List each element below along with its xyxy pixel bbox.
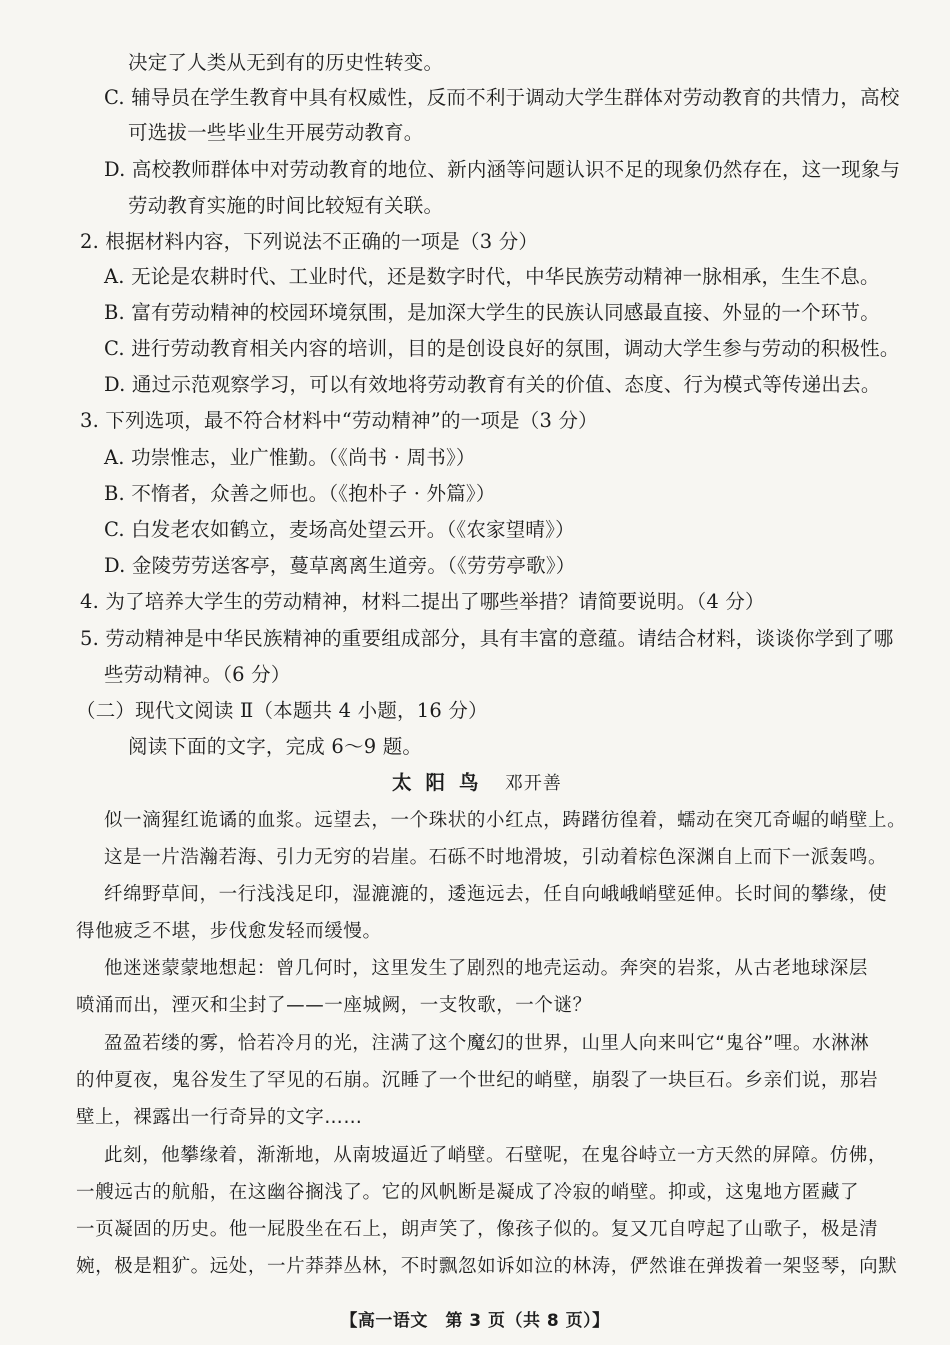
q2-option-d: D. 通过示范观察学习，可以有效地将劳动教育有关的价值、态度、行为模式等传递出去。	[104, 373, 881, 396]
article-line: 婉，极是粗犷。远处，一片莽莽丛林，不时飘忽如诉如泣的林涛，俨然谁在弹拨着一架竖琴，向默	[76, 1256, 898, 1277]
article-line: 纤绵野草间，一行浅浅足印，湿漉漉的，逶迤远去，任自向峨峨峭壁延伸。长时间的攀缘，使	[104, 884, 888, 905]
article-line: 一艘远古的航船，在这幽谷搁浅了。它的风帆断是凝成了冷寂的峭壁。抑或，这鬼地方匿藏了	[76, 1182, 860, 1203]
article-line: 一页凝固的历史。他一屁股坐在石上，朗声笑了，像孩子似的。复又兀自哼起了山歌子，极是清	[76, 1219, 879, 1240]
page-footer: 【高一语文 第 3 页（共 8 页）】	[340, 1311, 610, 1331]
q1-option-c-continued: 可选拔一些毕业生开展劳动教育。	[128, 121, 424, 144]
q1-option-c: C. 辅导员在学生教育中具有权威性，反而不利于调动大学生群体对劳动教育的共情力，高校	[104, 86, 900, 109]
question-5-continued: 些劳动精神。（6 分）	[104, 663, 291, 686]
question-4: 4. 为了培养大学生的劳动精神，材料二提出了哪些举措？请简要说明。（4 分）	[80, 590, 765, 613]
q3-option-c: C. 白发老农如鹤立，麦场高处望云开。（《农家望晴》）	[104, 518, 575, 541]
article-line: 得他疲乏不堪，步伐愈发轻而缓慢。	[76, 921, 382, 942]
article-line: 壁上，裸露出一行奇异的文字……	[76, 1107, 363, 1128]
q1-option-d: D. 高校教师群体中对劳动教育的地位、新内涵等问题认识不足的现象仍然存在，这一现象与	[104, 158, 901, 181]
option-b-continued: 决定了人类从无到有的历史性转变。	[128, 51, 444, 74]
article-line: 的仲夏夜，鬼谷发生了罕见的石崩。沉睡了一个世纪的峭壁，崩裂了一块巨石。乡亲们说，那岩	[76, 1070, 879, 1091]
q2-option-b: B. 富有劳动精神的校园环境氛围，是加深大学生的民族认同感最直接、外显的一个环节。	[104, 301, 880, 324]
article-title: 太阳鸟	[392, 771, 493, 794]
article-line: 这是一片浩瀚若海、引力无穷的岩崖。石砾不时地滑坡，引动着棕色深渊自上而下一派轰鸣。	[104, 847, 888, 868]
article-line: 喷涌而出，湮灭和尘封了——一座城阙，一支牧歌，一个谜？	[76, 995, 592, 1016]
article-line: 似一滴猩红诡谲的血浆。远望去，一个珠状的小红点，踌躇彷徨着，蠕动在突兀奇崛的峭壁上。	[104, 810, 907, 831]
article-line: 盈盈若缕的雾，恰若冷月的光，注满了这个魔幻的世界，山里人向来叫它“鬼谷”哩。水淋淋	[104, 1033, 870, 1054]
section-heading: （二）现代文阅读 Ⅱ（本题共 4 小题，16 分）	[76, 699, 488, 722]
reading-instruction: 阅读下面的文字，完成 6～9 题。	[128, 735, 423, 758]
article-line: 此刻，他攀缘着，渐渐地，从南坡逼近了峭壁。石壁呢，在鬼谷峙立一方天然的屏障。仿佛，	[104, 1145, 888, 1166]
q3-option-d: D. 金陵劳劳送客亭，蔓草离离生道旁。（《劳劳亭歌》）	[104, 554, 576, 577]
q3-option-a: A. 功崇惟志，业广惟勤。（《尚书 · 周书》）	[104, 446, 476, 469]
question-2: 2. 根据材料内容，下列说法不正确的一项是（3 分）	[80, 230, 539, 253]
question-5: 5. 劳动精神是中华民族精神的重要组成部分，具有丰富的意蕴。请结合材料，谈谈你学到了哪	[80, 627, 894, 650]
q2-option-c: C. 进行劳动教育相关内容的培训，目的是创设良好的氛围，调动大学生参与劳动的积极性。	[104, 337, 900, 360]
q1-option-d-continued: 劳动教育实施的时间比较短有关联。	[128, 194, 444, 217]
article-author: 邓开善	[504, 773, 562, 794]
q3-option-b: B. 不惰者，众善之师也。（《抱朴子 · 外篇》）	[104, 482, 496, 505]
article-title-row	[392, 770, 562, 797]
question-3: 3. 下列选项，最不符合材料中“劳动精神”的一项是（3 分）	[80, 409, 598, 432]
q2-option-a: A. 无论是农耕时代、工业时代，还是数字时代，中华民族劳动精神一脉相承，生生不息。	[104, 265, 880, 288]
article-line: 他迷迷蒙蒙地想起：曾几何时，这里发生了剧烈的地壳运动。奔突的岩浆，从古老地球深层	[104, 958, 869, 979]
